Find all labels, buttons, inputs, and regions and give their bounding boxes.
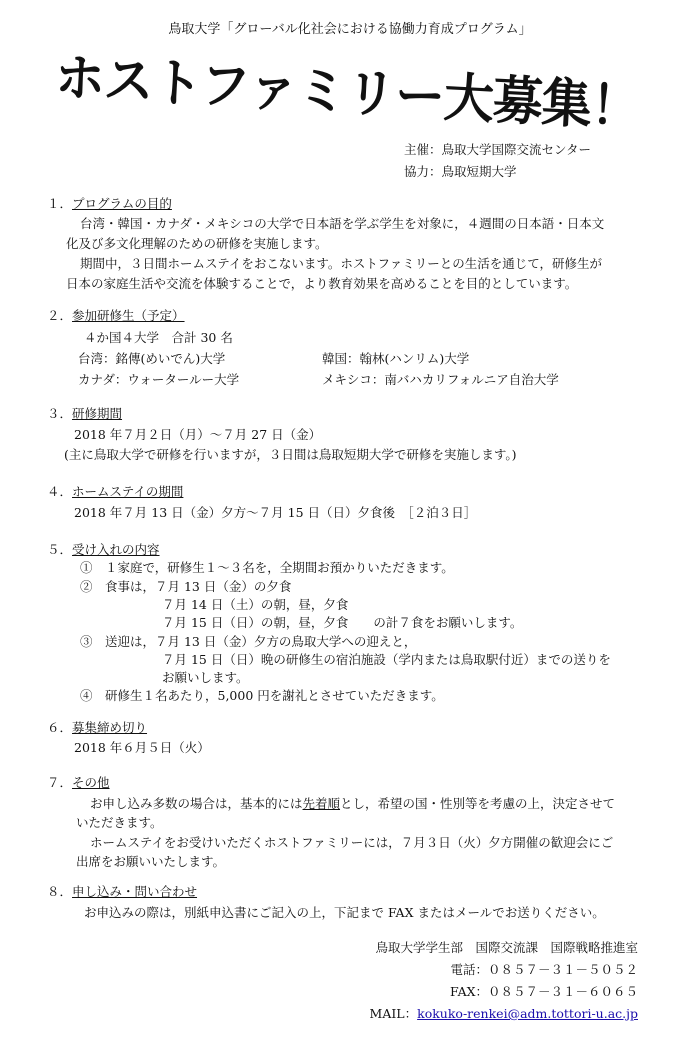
other-line: ホームステイをお受けいただくホストファミリーには，７月３日（火）夕方開催の歓迎会にご bbox=[90, 835, 614, 850]
university-mexico: メキシコ：南バハカリフォルニア自治大学 bbox=[322, 372, 559, 387]
section-6-heading bbox=[47, 718, 147, 736]
hosting-item: ① １家庭で，研修生１～３名を，全期間お預かりいただきます。 bbox=[80, 560, 454, 575]
section-number: ７． bbox=[47, 775, 73, 790]
section-number: ５． bbox=[47, 542, 73, 557]
other-text: お申し込み多数の場合は，基本的には bbox=[90, 796, 303, 811]
page-headline: ホストファミリー大募集！ bbox=[53, 46, 642, 139]
inquiry-line: お申込みの際は，別紙申込書にご記入の上，下記まで FAX またはメールでお送りください。 bbox=[84, 905, 605, 920]
section-7-heading bbox=[47, 773, 110, 791]
section-3-heading bbox=[47, 404, 122, 422]
contact-phone: 電話：０８５７－３１－５０５２ bbox=[450, 962, 638, 977]
hosting-item: お願いします。 bbox=[162, 670, 249, 685]
section-number: ８． bbox=[47, 884, 73, 899]
section-number: １． bbox=[47, 196, 73, 211]
section-1-line: 日本の家庭生活や交流を体験することで，より教育効果を高めることを目的としています。 bbox=[66, 276, 578, 291]
mail-label: MAIL： bbox=[369, 1006, 418, 1021]
cooperator-text: 協力：鳥取短期大学 bbox=[404, 164, 517, 179]
section-2-heading bbox=[47, 306, 185, 324]
other-line bbox=[90, 794, 615, 812]
hosting-item: ④ 研修生１名あたり，5,000 円を謝礼とさせていただきます。 bbox=[80, 688, 444, 703]
section-title: 研修期間 bbox=[72, 406, 123, 421]
hosting-item: ７月 14 日（土）の朝，昼，夕食 bbox=[162, 597, 349, 612]
other-line: 出席をお願いいたします。 bbox=[76, 854, 226, 869]
section-title: プログラムの目的 bbox=[72, 196, 172, 211]
contact-mail-row bbox=[370, 1004, 638, 1022]
section-title: 受け入れの内容 bbox=[72, 542, 160, 557]
section-1-heading bbox=[47, 194, 172, 212]
first-come-emphasis: 先着順 bbox=[302, 796, 341, 811]
section-1-line: 期間中，３日間ホームステイをおこないます。ホストファミリーとの生活を通じて，研修生が bbox=[80, 256, 603, 271]
homestay-dates: 2018 年７月 13 日（金）夕方～７月 15 日（日）夕食後 ［２泊３日］ bbox=[74, 505, 477, 520]
hosting-item: ③ 送迎は，７月 13 日（金）夕方の鳥取大学への迎えと， bbox=[80, 634, 417, 649]
section-5-heading bbox=[47, 540, 160, 558]
hosting-item: ７月 15 日（日）の朝，昼，夕食 の計７食をお願いします。 bbox=[162, 615, 523, 630]
program-subtitle: 鳥取大学「グローバル化社会における協働力育成プログラム」 bbox=[168, 22, 532, 37]
contact-fax: FAX：０８５７－３１－６０６５ bbox=[449, 984, 638, 999]
university-taiwan: 台湾：銘傳(めいでん)大学 bbox=[78, 351, 226, 366]
section-8-heading bbox=[47, 882, 197, 900]
organizer-text: 主催：鳥取大学国際交流センター bbox=[404, 142, 592, 157]
training-note: (主に鳥取大学で研修を行いますが，３日間は鳥取短期大学で研修を実施します。) bbox=[64, 447, 517, 462]
section-4-heading bbox=[47, 482, 183, 500]
university-canada: カナダ：ウォータールー大学 bbox=[78, 372, 240, 387]
section-number: ６． bbox=[47, 720, 73, 735]
hosting-item: ７月 15 日（日）晩の研修生の宿泊施設（学内または鳥取駅付近）までの送りを bbox=[162, 652, 611, 667]
section-number: ４． bbox=[47, 484, 73, 499]
section-number: ３． bbox=[47, 406, 73, 421]
participants-total: ４か国４大学 合計 30 名 bbox=[84, 330, 233, 345]
section-1-line: 化及び多文化理解のための研修を実施します。 bbox=[66, 236, 328, 251]
contact-office: 鳥取大学学生部 国際交流課 国際戦略推進室 bbox=[375, 940, 638, 955]
section-title: 募集締め切り bbox=[72, 720, 148, 735]
deadline-date: 2018 年６月５日（火） bbox=[74, 740, 210, 755]
mail-link[interactable]: kokuko-renkei@adm.tottori-u.ac.jp bbox=[417, 1006, 638, 1021]
section-title: 参加研修生（予定） bbox=[72, 308, 185, 323]
training-dates: 2018 年７月２日（月）～７月 27 日（金） bbox=[74, 427, 322, 442]
section-1-line: 台湾・韓国・カナダ・メキシコの大学で日本語を学ぶ学生を対象に，４週間の日本語・日本文 bbox=[80, 216, 605, 231]
university-korea: 韓国：翰林(ハンリム)大学 bbox=[322, 351, 470, 366]
section-number: ２． bbox=[47, 308, 73, 323]
section-title: ホームステイの期間 bbox=[72, 484, 184, 499]
other-line: いただきます。 bbox=[76, 815, 163, 830]
section-title: その他 bbox=[72, 775, 110, 790]
hosting-item: ② 食事は，７月 13 日（金）の夕食 bbox=[80, 579, 292, 594]
other-text: とし，希望の国・性別等を考慮の上，決定させて bbox=[340, 796, 616, 811]
section-title: 申し込み・問い合わせ bbox=[72, 884, 198, 899]
